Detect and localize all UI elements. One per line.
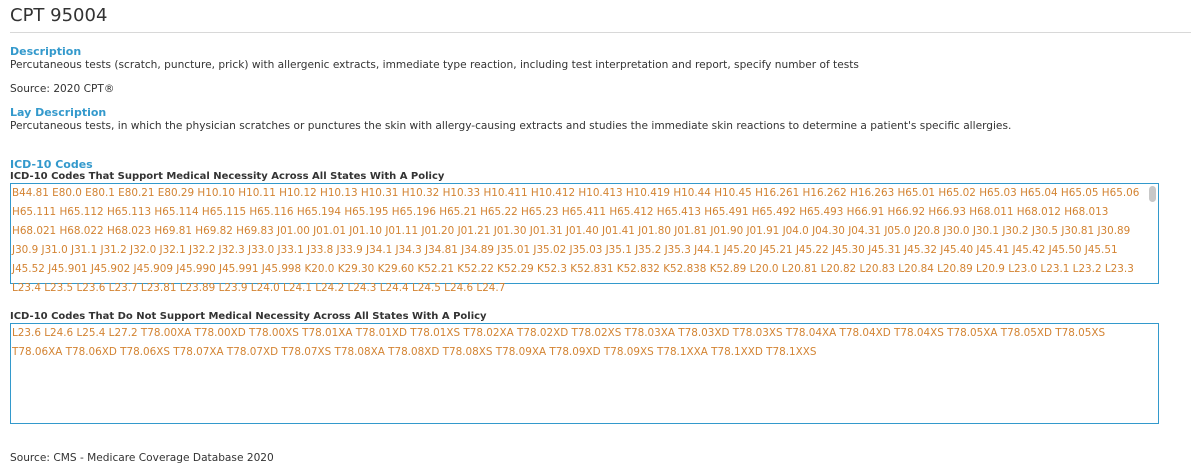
- description-heading: Description: [10, 45, 82, 58]
- support-codes-scrollbar[interactable]: [1148, 185, 1157, 282]
- description-source: Source: 2020 CPT®: [10, 83, 115, 95]
- not-support-codes-subheading: ICD-10 Codes That Do Not Support Medical Necessity Across All States With A Policy: [10, 311, 487, 322]
- description-text: Percutaneous tests (scratch, puncture, prick) with allergenic extracts, immediate type reaction, including test interpretation and report, specify number of tests: [10, 59, 859, 71]
- scrollbar-thumb[interactable]: [1149, 186, 1156, 202]
- lay-description-heading: Lay Description: [10, 106, 107, 119]
- footer-source: Source: CMS - Medicare Coverage Database 2020: [10, 452, 274, 464]
- support-codes-list: B44.81 E80.0 E80.1 E80.21 E80.29 H10.10 H10.11 H10.12 H10.13 H10.31 H10.32 H10.33 H10.411 H10.412 H10.413 H10.419 H10.44 H10.45 H16.261 H16.262 H16.263 H65.01 H65.02 H65.03 H65.04 H65.05 H65.06 H65.111 H65.112 H65.113 H65.114 H65.115 H65.116 H65.194 H65.195 H65.196 H65.21 H65.22 H65.23 H65.411 H65.412 H65.413 H65.491 H65.492 H65.493 H66.91 H66.92 H66.93 H68.011 H68.012 H68.013 H68.021 H68.022 H68.023 H69.81 H69.82 H69.83 J01.00 J01.01 J01.10 J01.11 J01.20 J01.21 J01.30 J01.31 J01.40 J01.41 J01.80 J01.81 J01.90 J01.91 J04.0 J04.30 J04.31 J05.0 J20.8 J30.0 J30.1 J30.2 J30.5 J30.81 J30.89 J30.9 J31.0 J31.1 J31.2 J32.0 J32.1 J32.2 J32.3 J33.0 J33.1 J33.8 J33.9 J34.1 J34.3 J34.81 J34.89 J35.01 J35.02 J35.03 J35.1 J35.2 J35.3 J44.1 J45.20 J45.21 J45.22 J45.30 J45.31 J45.32 J45.40 J45.41 J45.42 J45.50 J45.51 J45.52 J45.901 J45.902 J45.909 J45.990 J45.991 J45.998 K20.0 K29.30 K29.60 K52.21 K52.22 K52.29 K52.3 K52.831 K52.832 K52.838 K52.89 L20.0 L20.81 L20.82 L20.83 L20.84 L20.89 L20.9 L23.0 L23.1 L23.2 L23.3 L23.4 L23.5 L23.6 L23.7 L23.81 L23.89 L23.9 L24.0 L24.1 L24.2 L24.3 L24.4 L24.5 L24.6 L24.7: [12, 187, 1140, 294]
- not-support-codes-list: L23.6 L24.6 L25.4 L27.2 T78.00XA T78.00XD T78.00XS T78.01XA T78.01XD T78.01XS T78.02XA T78.02XD T78.02XS T78.03XA T78.03XD T78.03XS T78.04XA T78.04XD T78.04XS T78.05XA T78.05XD T78.05XS T78.06XA T78.06XD T78.06XS T78.07XA T78.07XD T78.07XS T78.08XA T78.08XD T78.08XS T78.09XA T78.09XD T78.09XS T78.1XXA T78.1XXD T78.1XXS: [12, 327, 1106, 358]
- support-codes-subheading: ICD-10 Codes That Support Medical Necessity Across All States With A Policy: [10, 171, 445, 182]
- lay-description-text: Percutaneous tests, in which the physician scratches or punctures the skin with allergy-causing extracts and studies the immediate skin reactions to determine a patient's specific allergies.: [10, 120, 1012, 132]
- not-support-codes-box[interactable]: [10, 323, 1159, 424]
- title-divider: [10, 32, 1191, 33]
- support-codes-box[interactable]: [10, 183, 1159, 294]
- icd10-heading: ICD-10 Codes: [10, 158, 93, 171]
- page-title: CPT 95004: [10, 5, 108, 26]
